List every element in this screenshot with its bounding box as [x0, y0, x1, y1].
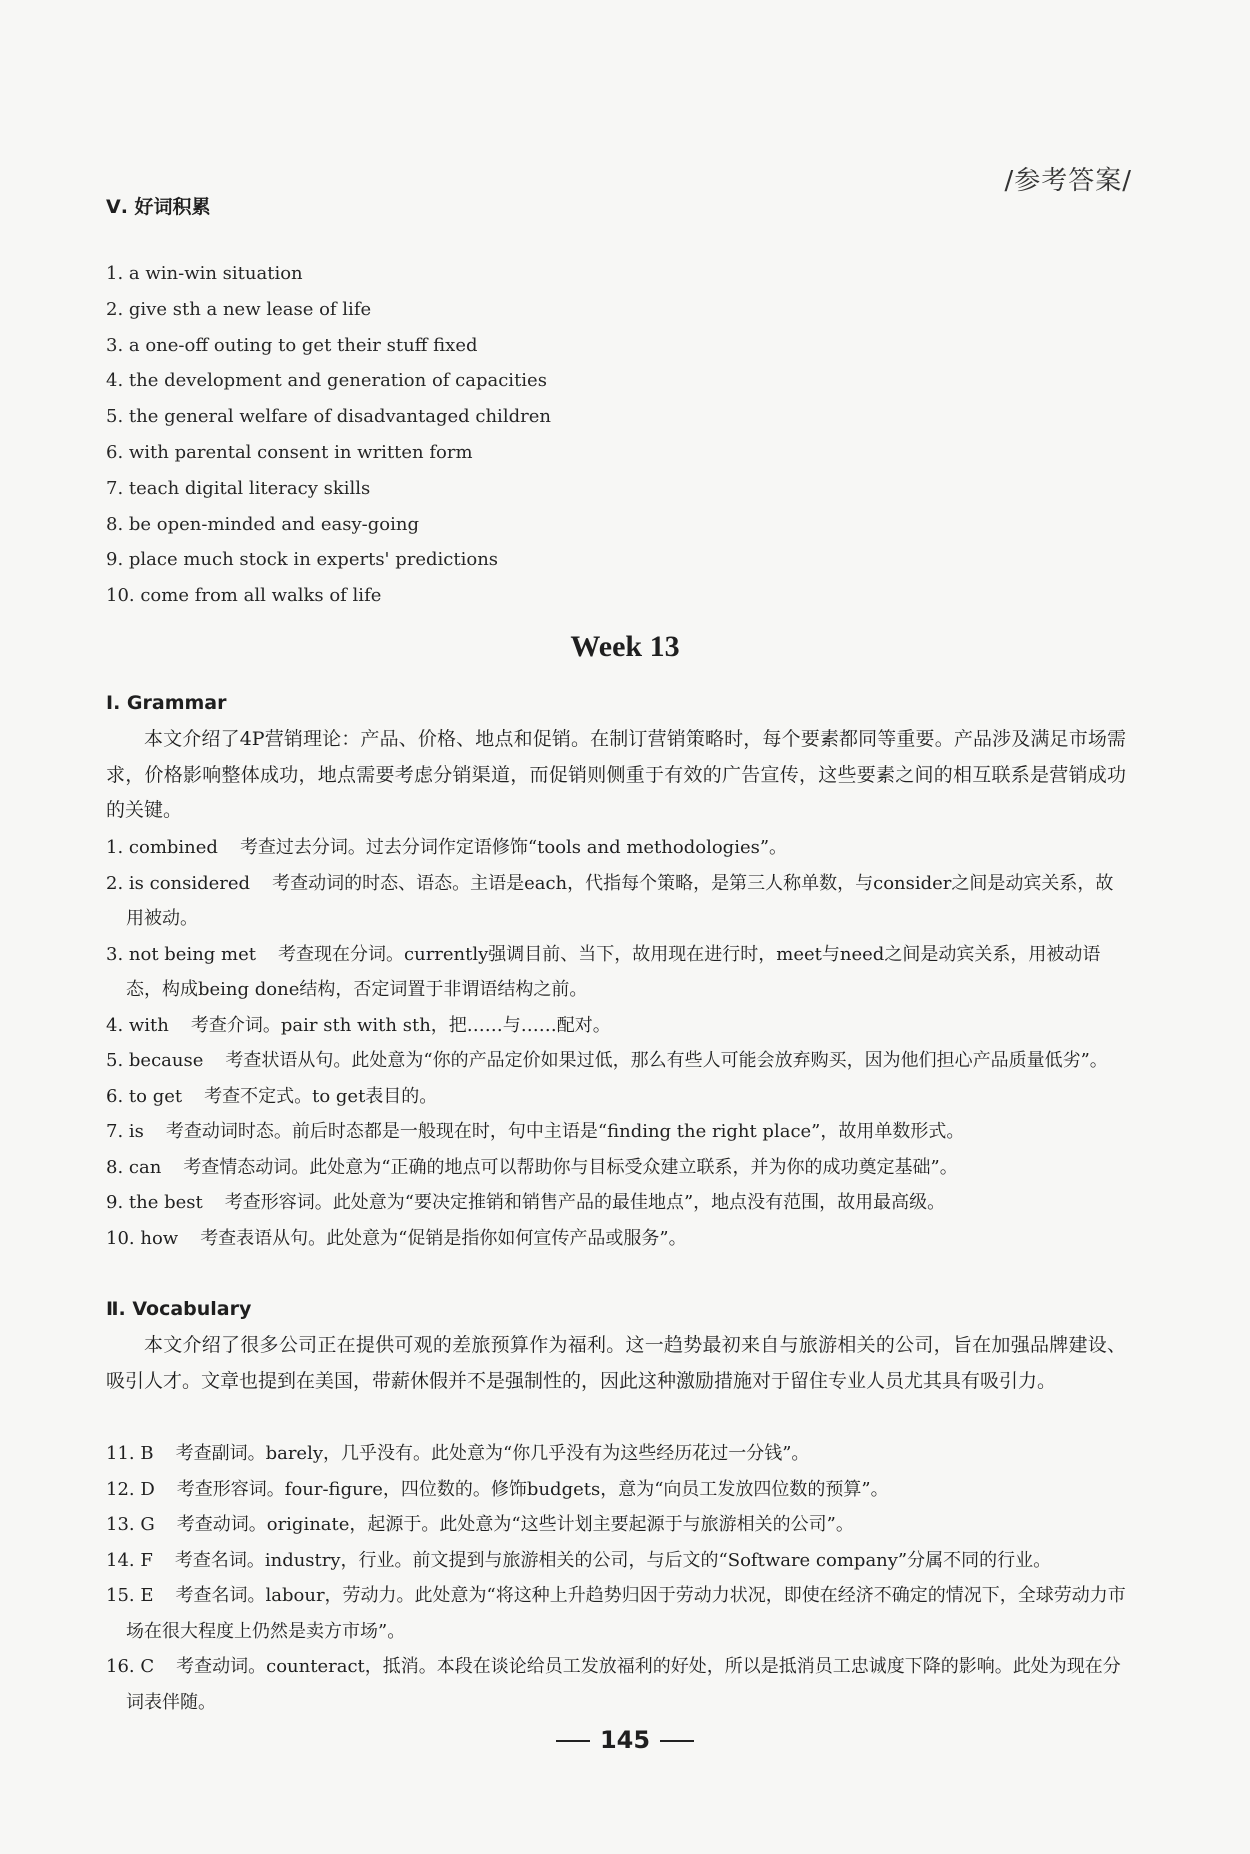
list-item: 1. a win-win situation: [106, 263, 303, 284]
page-number-dash-right: [660, 1740, 694, 1742]
list-item: 6. with parental consent in written form: [106, 441, 473, 463]
page-number-text: 145: [599, 1726, 651, 1754]
answer-note: 考查动词。originate，起源于。此处意为“这些计划主要起源于与旅游相关的公司”。: [176, 1514, 854, 1535]
answer-key: 16. C: [106, 1656, 155, 1677]
list-item: 9. place much stock in experts' predictions: [106, 549, 499, 571]
week-title: Week 13: [570, 630, 680, 663]
answer-note: 考查情态动词。此处意为“正确的地点可以帮助你与目标受众建立联系，并为你的成功奠定基础”。: [183, 1156, 958, 1178]
answer-item: [106, 1472, 1126, 1508]
section-heading-vocab-accumulation: Ⅴ. 好词积累: [106, 196, 211, 218]
list-item: 7. teach digital literacy skills: [106, 477, 371, 499]
answer-note: 考查动词时态。前后时态都是一般现在时，句中主语是“finding the right place”，故用单数形式。: [165, 1121, 965, 1142]
answer-note: 考查状语从句。此处意为“你的产品定价如果过低，那么有些人可能会放弃购买，因为他们担心产品质量低劣”。: [225, 1050, 1108, 1071]
answer-item: [106, 830, 1126, 866]
answer-key: 8. can: [106, 1156, 162, 1178]
answer-note: 考查表语从句。此处意为“促销是指你如何宣传产品或服务”。: [200, 1227, 687, 1249]
answer-key: 3. not being met: [106, 943, 257, 965]
vocabulary-intro: 本文介绍了很多公司正在提供可观的差旅预算作为福利。这一趋势最初来自与旅游相关的公司，旨在加强品牌建设、吸引人才。文章也提到在美国，带薪休假并不是强制性的，因此这种激励措施对于留住专业人员尤其具有吸引力。: [106, 1334, 1126, 1392]
grammar-intro: 本文介绍了4P营销理论：产品、价格、地点和促销。在制订营销策略时，每个要素都同等重要。产品涉及满足市场需求，价格影响整体成功，地点需要考虑分销渠道，而促销则侧重于有效的广告宣传，这些要素之间的相互联系是营销成功的关键。: [106, 728, 1126, 821]
answer-item: [106, 1507, 1126, 1543]
answer-item: [106, 1649, 1126, 1720]
answer-key: 11. B: [106, 1443, 154, 1464]
answer-key: 6. to get: [106, 1085, 183, 1107]
answer-item: [106, 1079, 1126, 1115]
answer-item: [106, 1578, 1126, 1649]
answer-item: [106, 1043, 1126, 1079]
answer-key: 12. D: [106, 1478, 155, 1500]
answer-key: 1. combined: [106, 837, 218, 858]
list-item: 8. be open-minded and easy-going: [106, 513, 419, 535]
answer-note: 考查名词。labour，劳动力。此处意为“将这种上升趋势归因于劳动力状况，即使在经济不确定的情况下，全球劳动力市场在很大程度上仍然是卖方市场”。: [126, 1585, 1126, 1642]
answer-note: 考查过去分词。过去分词作定语修饰“tools and methodologies”。: [239, 837, 788, 858]
page-number-dash-left: [556, 1740, 590, 1742]
answer-key: 5. because: [106, 1050, 204, 1071]
list-item: 4. the development and generation of capacities: [106, 370, 547, 392]
answer-key: 7. is: [106, 1121, 144, 1142]
vocabulary-answer-list: [106, 1436, 1126, 1720]
answer-note: 考查名词。industry，行业。前文提到与旅游相关的公司，与后文的“Software company”分属不同的行业。: [174, 1549, 1052, 1571]
phrase-list: [106, 256, 551, 614]
answer-item: [106, 866, 1126, 937]
list-item: 10. come from all walks of life: [106, 585, 382, 607]
answer-key: 4. with: [106, 1014, 169, 1036]
answer-note: 考查介词。pair sth with sth，把……与……配对。: [190, 1014, 611, 1036]
answer-item: [106, 1114, 1126, 1150]
list-item: 2. give sth a new lease of life: [106, 298, 372, 320]
answer-item: [106, 1221, 1126, 1257]
grammar-answer-list: [106, 830, 1126, 1256]
section-heading-vocabulary: Ⅱ. Vocabulary: [106, 1298, 252, 1320]
answer-item: [106, 1436, 1126, 1472]
answer-note: 考查副词。barely，几乎没有。此处意为“你几乎没有为这些经历花过一分钱”。: [175, 1443, 810, 1464]
answer-item: [106, 1150, 1126, 1186]
page-number: [0, 1726, 1250, 1754]
answer-note: 考查动词的时态、语态。主语是each，代指每个策略，是第三人称单数，与consider之间是动宾关系，故用被动。: [126, 872, 1114, 929]
answer-note: 考查形容词。此处意为“要决定推销和销售产品的最佳地点”，地点没有范围，故用最高级。: [224, 1192, 946, 1213]
list-item: 3. a one-off outing to get their stuff fixed: [106, 334, 478, 356]
section-heading-grammar: Ⅰ. Grammar: [106, 692, 227, 714]
answer-item: [106, 1008, 1126, 1044]
answer-key: 2. is considered: [106, 872, 251, 894]
list-item: 5. the general welfare of disadvantaged children: [106, 406, 551, 428]
answer-item: [106, 937, 1126, 1008]
answer-note: 考查现在分词。currently强调目前、当下，故用现在进行时，meet与need之间是动宾关系，用被动语态，构成being done结构，否定词置于非谓语结构之前。: [126, 943, 1101, 1000]
answer-key: 9. the best: [106, 1192, 203, 1213]
answer-key: 14. F: [106, 1549, 153, 1571]
answer-note: 考查不定式。to get表目的。: [204, 1085, 438, 1107]
answer-item: [106, 1185, 1126, 1221]
section-tag: /参考答案/: [1004, 166, 1132, 196]
answer-item: [106, 1543, 1126, 1579]
answer-note: 考查动词。counteract，抵消。本段在谈论给员工发放福利的好处，所以是抵消员工忠诚度下降的影响。此处为现在分词表伴随。: [126, 1656, 1121, 1713]
answer-key: 15. E: [106, 1585, 154, 1606]
answer-key: 13. G: [106, 1514, 155, 1535]
answer-note: 考查形容词。four-figure，四位数的。修饰budgets，意为“向员工发放四位数的预算”。: [176, 1478, 889, 1500]
answer-key: 10. how: [106, 1227, 179, 1249]
